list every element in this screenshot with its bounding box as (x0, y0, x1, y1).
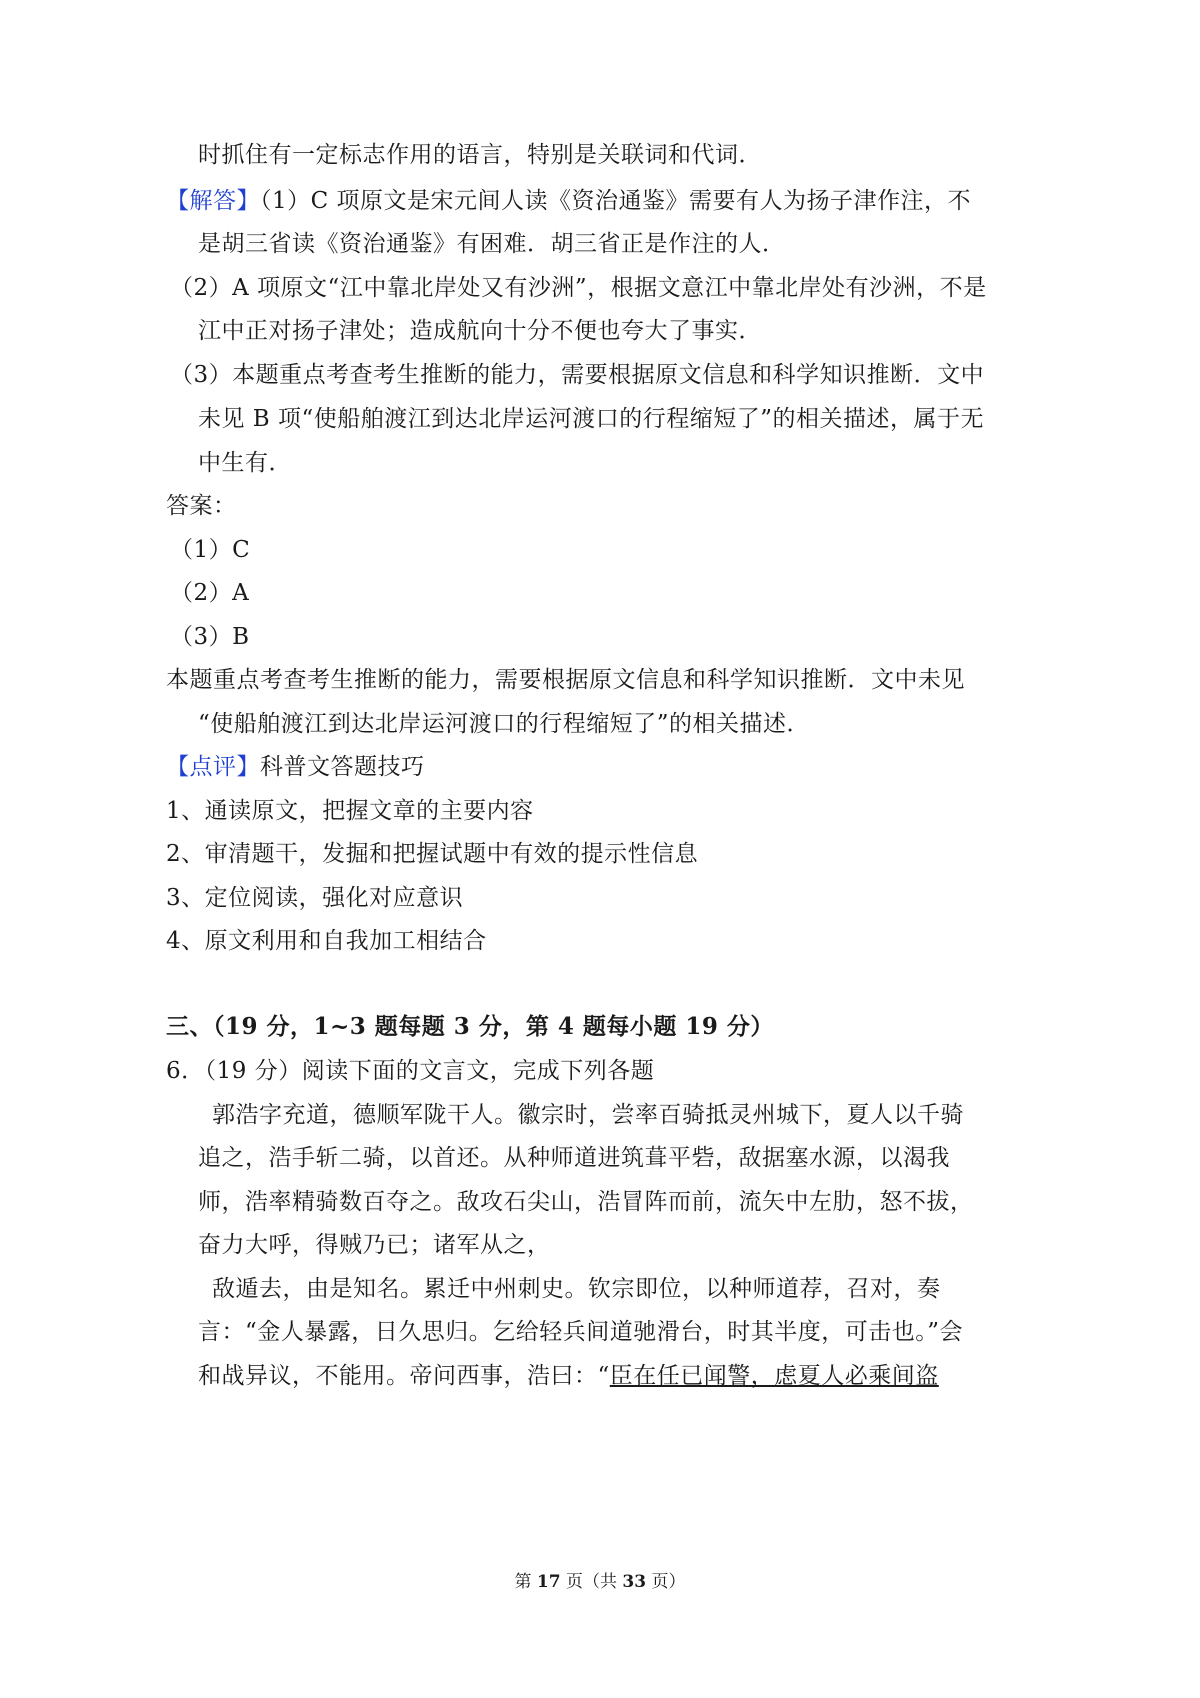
answer-item: （2）A (170, 580, 250, 606)
passage-text: 和战异议，不能用。帝问西事，浩曰：“ (198, 1363, 610, 1389)
answer-text: （1）C 项原文是宋元间人读《资治通鉴》需要有人为扬子津作注，不 (260, 188, 972, 214)
text-line: 未见 B 项“使船舶渡江到达北岸运河渡口的行程缩短了”的相关描述，属于无 (198, 406, 985, 432)
text-line: 江中正对扬子津处；造成航向十分不便也夸大了事实． (198, 318, 762, 344)
question-title: 6．（19 分）阅读下面的文言文，完成下列各题 (166, 1058, 655, 1084)
answer-item: （1）C (170, 537, 251, 563)
list-item: 3、定位阅读，强化对应意识 (166, 885, 464, 911)
text-line: （3）本题重点考查考生推断的能力，需要根据原文信息和科学知识推断．文中 (170, 362, 985, 388)
answer-tag: 【解答】 (166, 188, 260, 214)
footer-middle: 页（共 (560, 1572, 623, 1592)
footer-suffix: 页） (646, 1572, 686, 1592)
text-line: （2）A 项原文“江中靠北岸处又有沙洲”，根据文意江中靠北岸处有沙洲，不是 (170, 275, 987, 301)
text-line: 中生有． (198, 450, 292, 476)
comment-text: 科普文答题技巧 (260, 754, 425, 780)
current-page-number: 17 (536, 1572, 561, 1592)
list-item: 1、通读原文，把握文章的主要内容 (166, 798, 534, 824)
answer-paragraph-line (166, 186, 971, 216)
underlined-sentence: 臣在任已闻警，虑夏人必乘间盗 (609, 1363, 939, 1389)
passage-line (198, 1361, 939, 1391)
passage-line: 敌遁去，由是知名。累迁中州刺史。钦宗即位，以种师道荐，召对，奏 (212, 1276, 941, 1302)
passage-line: 郭浩字充道，德顺军陇干人。徽宗时，尝率百骑抵灵州城下，夏人以千骑 (212, 1102, 964, 1128)
footer-prefix: 第 (514, 1572, 537, 1592)
text-line: 时抓住有一定标志作用的语言，特别是关联词和代词． (198, 142, 762, 168)
list-item: 2、审清题干，发掘和把握试题中有效的提示性信息 (166, 841, 699, 867)
passage-line: 师，浩率精骑数百夺之。敌攻石尖山，浩冒阵而前，流矢中左肋，怒不拔， (198, 1189, 974, 1215)
comment-tag: 【点评】 (166, 754, 260, 780)
text-line: “使船舶渡江到达北岸运河渡口的行程缩短了”的相关描述． (198, 711, 811, 737)
passage-line: 奋力大呼，得贼乃已；诸军从之， (198, 1232, 551, 1258)
passage-line: 追之，浩手斩二骑，以首还。从种师道进筑葺平砦，敌据塞水源，以渴我 (198, 1145, 950, 1171)
answer-item: （3）B (170, 624, 250, 650)
passage-line: 言：“金人暴露，日久思归。乞给轻兵间道驰滑台，时其半度，可击也。”会 (198, 1319, 964, 1345)
total-pages-number: 33 (622, 1572, 647, 1592)
text-line: 是胡三省读《资治通鉴》有困难．胡三省正是作注的人． (198, 231, 786, 257)
text-line: 本题重点考查考生推断的能力，需要根据原文信息和科学知识推断．文中未见 (166, 667, 965, 693)
comment-paragraph-line (166, 752, 425, 782)
section-title: 三、（19 分，1~3 题每题 3 分，第 4 题每小题 19 分） (166, 1013, 774, 1040)
answer-label: 答案： (166, 493, 237, 519)
page-footer (0, 1567, 1200, 1592)
list-item: 4、原文利用和自我加工相结合 (166, 928, 487, 954)
